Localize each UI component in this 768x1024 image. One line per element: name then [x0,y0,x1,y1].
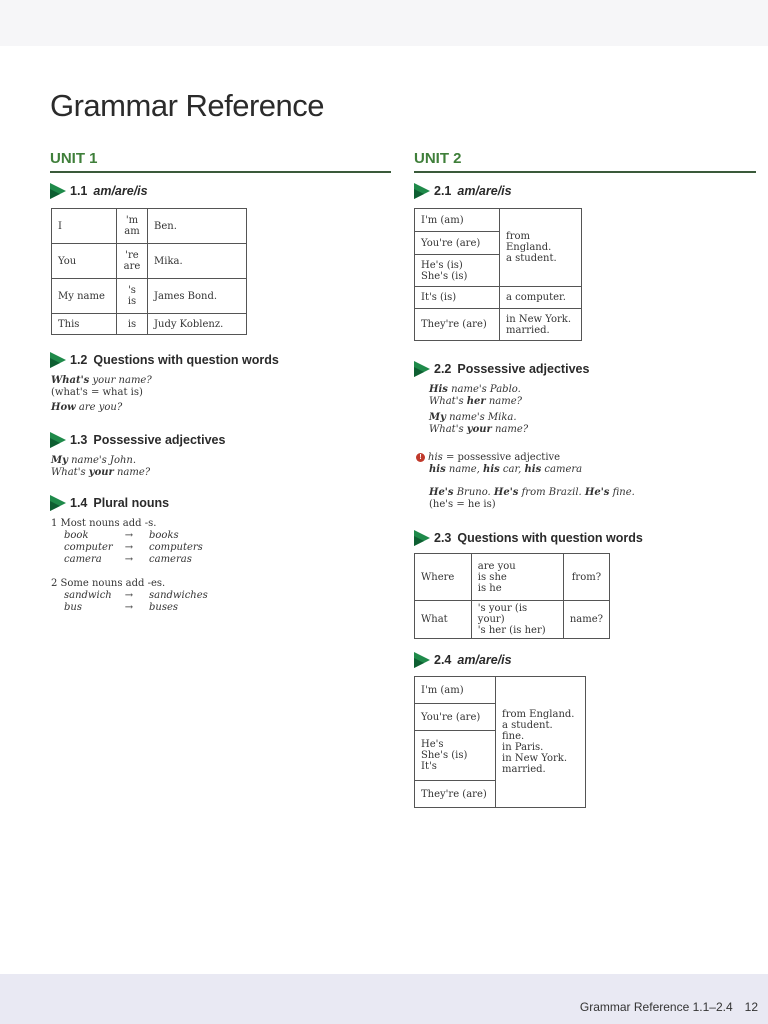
table-row: You're (are) [415,232,582,255]
page-number: 12 [744,1000,758,1014]
table-row: It's (is) a computer. [415,287,582,309]
arrow-icon [414,652,432,668]
table-row: What 's your (is your) 's her (is her) name? [415,601,610,639]
table-row: They're (are) [415,781,586,808]
unit1-rule [50,171,391,173]
footer-band [0,974,768,1024]
table-row: They're (are) in New York. married. [415,309,582,341]
section-2-2-heading: 2.2 Possessive adjectives [414,361,589,377]
unit2-rule [414,171,756,173]
section-2-2-examples-2: He's Bruno. He's from Brazil. He's fine. (he's = he is) [429,487,635,510]
top-band [0,0,768,46]
table-row: My name 's is James Bond. [52,279,247,314]
unit1-heading: UNIT 1 [50,150,98,167]
table-row: Where are you is she is he from? [415,554,610,601]
arrow-icon [414,183,432,199]
table-row: He's (is) She's (is) [415,255,582,287]
arrow-icon [414,530,432,546]
section-2-1-heading: 2.1 am/are/is [414,183,512,199]
unit2-heading: UNIT 2 [414,150,462,167]
arrow-icon [414,361,432,377]
section-1-4-heading: 1.4 Plural nouns [50,495,169,511]
section-1-2-body: What's your name? (what's = what is) How are you? [51,375,152,413]
section-1-4-body: 1 Most nouns add -s. book → books computer → computers camera → cameras 2 Some nouns add -es. sandwich → sandwiches bus → buses [51,518,208,613]
table-row: I'm (am) from England. a student. fine. in Paris. in New York. married. [415,677,586,704]
section-1-1-heading: 1.1 am/are/is [50,183,148,199]
section-1-3-heading: 1.3 Possessive adjectives [50,432,225,448]
section-1-2-heading: 1.2 Questions with question words [50,352,279,368]
arrow-icon [50,432,68,448]
section-2-2-examples: His name's Pablo. What's her name? My name's Mika. What's your name? [429,384,529,435]
table-row: You 're are Mika. [52,244,247,279]
section-1-3-body: My name's John. What's your name? [51,455,151,478]
footer-label: Grammar Reference 1.1–2.4 12 [579,1000,758,1014]
table-1-1 [51,208,247,335]
table-row: You're (are) [415,704,586,731]
section-2-2-note: ! his = possessive adjective his name, his car, his camera [416,452,582,476]
table-row: I 'm am Ben. [52,209,247,244]
page-title: Grammar Reference [50,88,325,123]
warning-icon: ! [416,453,425,462]
table-row: He's She's (is) It's [415,731,586,781]
table-row: I'm (am) from England. a student. [415,209,582,232]
table-2-1 [414,208,582,341]
table-2-3 [414,553,610,639]
arrow-icon [50,352,68,368]
table-2-4 [414,676,586,808]
section-2-3-heading: 2.3 Questions with question words [414,530,643,546]
table-row: This is Judy Koblenz. [52,314,247,335]
section-2-4-heading: 2.4 am/are/is [414,652,512,668]
arrow-icon [50,495,68,511]
arrow-icon [50,183,68,199]
